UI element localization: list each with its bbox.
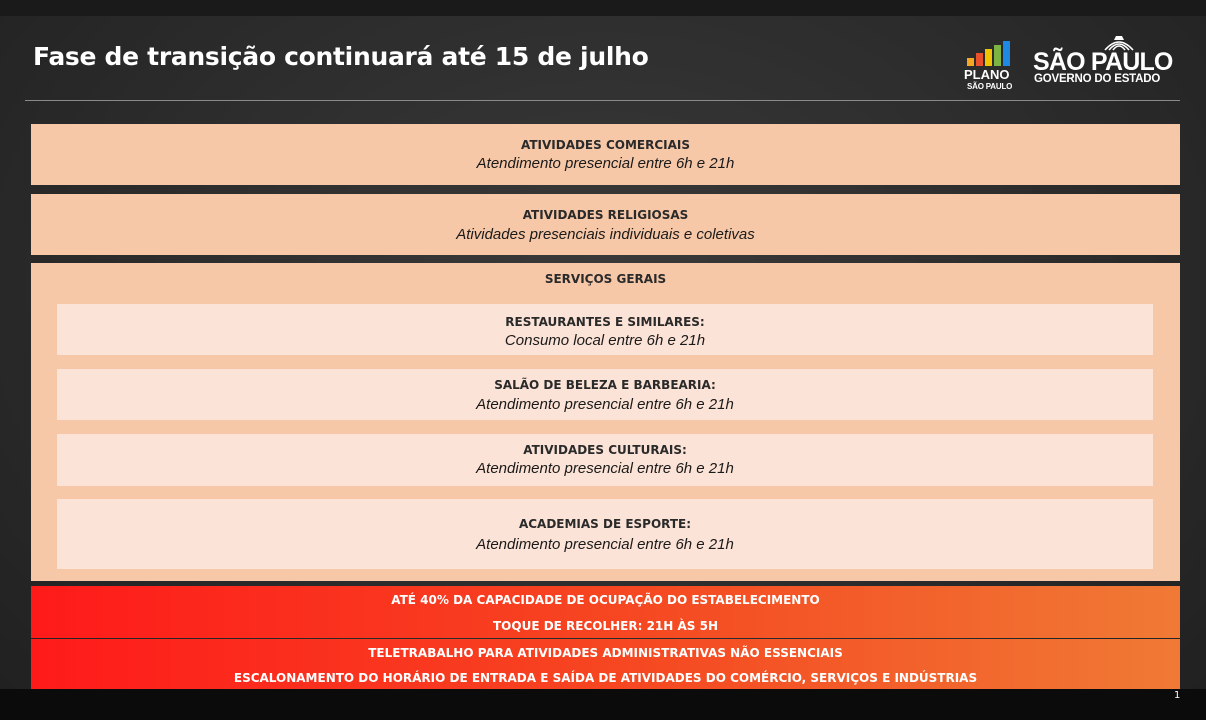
band-line: ATÉ 40% DA CAPACIDADE DE OCUPAÇÃO DO ESTABELECIMENTO xyxy=(391,593,820,607)
plano-logo-subword: SÃO PAULO xyxy=(967,82,1013,91)
teletrabalho-band xyxy=(31,639,1180,689)
band-line: TELETRABALHO PARA ATIVIDADES ADMINISTRATIVAS NÃO ESSENCIAIS xyxy=(368,646,843,660)
band-line: TOQUE DE RECOLHER: 21H ÀS 5H xyxy=(492,619,718,633)
sp-logo-word: SÃO PAULO xyxy=(1033,48,1173,76)
bottom-bar xyxy=(0,689,1206,720)
plano-logo-word: PLANO xyxy=(964,67,1010,82)
section-detail: Atividades presenciais individuais e coletivas xyxy=(456,226,755,243)
service-detail: Atendimento presencial entre 6h e 21h xyxy=(476,536,734,553)
service-item-restaurantes xyxy=(57,304,1153,355)
service-item-academias xyxy=(57,499,1153,569)
section-atividades-religiosas xyxy=(31,194,1180,255)
section-atividades-comerciais xyxy=(31,124,1180,185)
service-detail: Atendimento presencial entre 6h e 21h xyxy=(476,460,734,477)
section-heading: ATIVIDADES COMERCIAIS xyxy=(520,138,691,152)
page-number: 1 xyxy=(1174,690,1181,701)
plano-sao-paulo-logo xyxy=(964,40,1016,92)
sp-logo-subword: GOVERNO DO ESTADO xyxy=(1034,73,1161,85)
bar-chart-icon xyxy=(967,40,1015,66)
service-detail: Consumo local entre 6h e 21h xyxy=(504,332,706,349)
capacity-curfew-band xyxy=(31,586,1180,638)
service-item-atividades-culturais xyxy=(57,434,1153,486)
band-line: ESCALONAMENTO DO HORÁRIO DE ENTRADA E SAÍDA DE ATIVIDADES DO COMÉRCIO, SERVIÇOS E INDÚSTRIAS xyxy=(233,671,978,685)
section-heading: SERVIÇOS GERAIS xyxy=(544,272,667,286)
page-title: Fase de transição continuará até 15 de julho xyxy=(33,42,649,71)
service-detail: Atendimento presencial entre 6h e 21h xyxy=(476,396,734,413)
section-heading: ATIVIDADES RELIGIOSAS xyxy=(522,208,689,222)
service-heading: SALÃO DE BELEZA E BARBEARIA: xyxy=(494,378,716,392)
top-bar xyxy=(0,0,1206,16)
service-item-salao-beleza xyxy=(57,369,1153,420)
service-heading: ACADEMIAS DE ESPORTE: xyxy=(518,517,692,531)
service-heading: RESTAURANTES E SIMILARES: xyxy=(505,315,705,329)
service-heading: ATIVIDADES CULTURAIS: xyxy=(523,443,687,457)
section-detail: Atendimento presencial entre 6h e 21h xyxy=(476,155,735,172)
title-divider xyxy=(25,100,1180,101)
governo-sp-logo xyxy=(1031,30,1181,90)
